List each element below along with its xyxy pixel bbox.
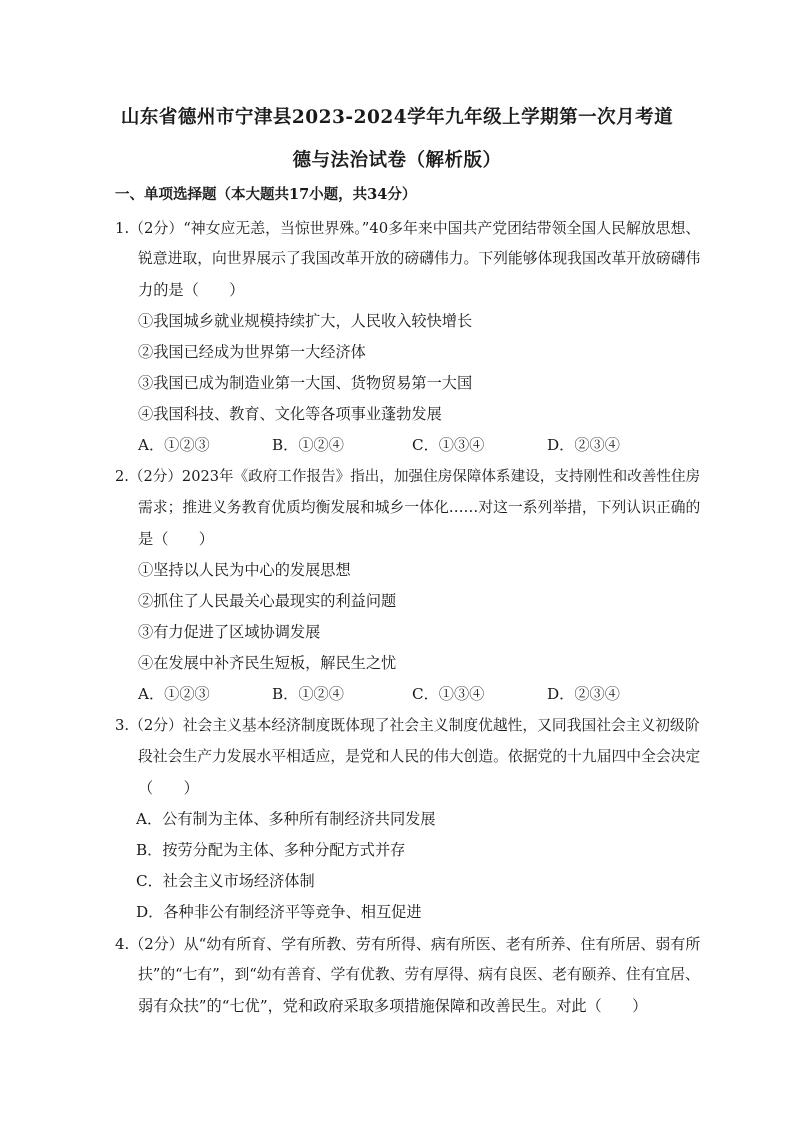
q1-item-1: ①我国城乡就业规模持续扩大，人民收入较快增长 bbox=[138, 312, 473, 330]
q3-option-d[interactable]: D．各种非公有制经济平等竞争、相互促进 bbox=[136, 903, 422, 921]
q3-option-a[interactable]: A．公有制为主体、多种所有制经济共同发展 bbox=[136, 810, 436, 828]
q1-stem-line-2: 锐意进取，向世界展示了我国改革开放的磅礴伟力。下列能够体现我国改革开放磅礴伟 bbox=[138, 250, 701, 267]
q2-item-2: ②抓住了人民最关心最现实的利益问题 bbox=[138, 592, 397, 610]
q3-stem-line-2: 段社会生产力发展水平相适应，是党和人民的伟大创造。依据党的十九届四中全会决定 bbox=[138, 748, 701, 765]
section-heading: 一、单项选择题（本大题共17小题，共34分） bbox=[115, 186, 417, 203]
q2-item-4: ④在发展中补齐民生短板，解民生之忧 bbox=[138, 654, 397, 672]
q1-item-3: ③我国已成为制造业第一大国、货物贸易第一大国 bbox=[138, 374, 473, 392]
q2-choice-a[interactable]: A．①②③ bbox=[138, 685, 210, 703]
q1-item-2: ②我国已经成为世界第一大经济体 bbox=[138, 343, 366, 361]
q3-stem-line-3: （ ） bbox=[138, 779, 199, 797]
q2-choice-b[interactable]: B．①②④ bbox=[272, 685, 344, 703]
q1-stem-line-3: 力的是（ ） bbox=[138, 281, 245, 299]
q2-stem-line-2: 需求；推进义务教育优质均衡发展和城乡一体化……对这一系列举措，下列认识正确的 bbox=[138, 499, 701, 516]
q3-stem-line-1: 3.（2分）社会主义基本经济制度既体现了社会主义制度优越性，又同我国社会主义初级阶 bbox=[115, 717, 700, 734]
q4-stem-line-3: 弱有众扶”的“七优”，党和政府采取多项措施保障和改善民生。对此（ ） bbox=[138, 997, 648, 1015]
q3-option-c[interactable]: C．社会主义市场经济体制 bbox=[136, 872, 315, 890]
q3-option-b[interactable]: B．按劳分配为主体、多种分配方式并存 bbox=[136, 841, 406, 859]
q2-item-3: ③有力促进了区域协调发展 bbox=[138, 623, 321, 641]
q4-stem-line-2: 扶”的“七有”，到“幼有善育、学有优教、劳有厚得、病有良医、老有颐养、住有宜居、 bbox=[138, 966, 700, 983]
q2-stem-line-3: 是（ ） bbox=[138, 530, 214, 548]
q2-item-1: ①坚持以人民为中心的发展思想 bbox=[138, 561, 351, 579]
q1-stem-line-1: 1.（2分）“神女应无恙，当惊世界殊。”40多年来中国共产党团结带领全国人民解放思想、 bbox=[115, 219, 701, 237]
q2-choice-d[interactable]: D．②③④ bbox=[547, 685, 620, 703]
q1-choice-b[interactable]: B．①②④ bbox=[272, 436, 344, 454]
q1-choice-d[interactable]: D．②③④ bbox=[547, 436, 620, 454]
q2-stem-line-1: 2.（2分）2023年《政府工作报告》指出，加强住房保障体系建设，支持刚性和改善性住房 bbox=[115, 468, 701, 485]
q1-item-4: ④我国科技、教育、文化等各项事业蓬勃发展 bbox=[138, 405, 442, 423]
exam-title-line-2: 德与法治试卷（解析版） bbox=[292, 150, 502, 171]
q4-stem-line-1: 4.（2分）从“幼有所育、学有所教、劳有所得、病有所医、老有所养、住有所居、弱有所 bbox=[115, 935, 701, 953]
q1-choice-c[interactable]: C．①③④ bbox=[412, 436, 485, 454]
q1-choice-a[interactable]: A．①②③ bbox=[138, 436, 210, 454]
exam-title-line-1: 山东省德州市宁津县2023-2024学年九年级上学期第一次月考道 bbox=[120, 107, 674, 128]
q2-choice-c[interactable]: C．①③④ bbox=[412, 685, 485, 703]
